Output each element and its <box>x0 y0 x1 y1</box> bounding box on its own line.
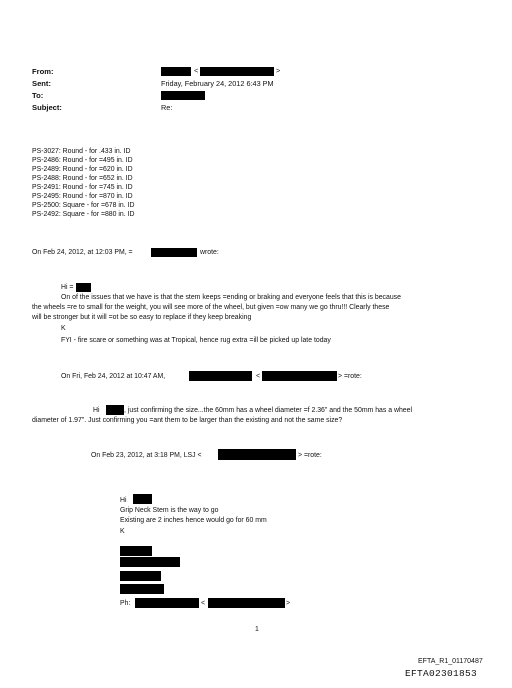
subject-value: Re: <box>161 103 173 112</box>
document-ref-small: EFTA_R1_01170487 <box>418 658 483 665</box>
quote3-rote: > =rote: <box>298 452 322 459</box>
quote3-line2: Existing are 2 inches hence would go for 60 mm <box>120 517 267 524</box>
part-line: PS-2492: Square - for =880 in. ID <box>32 211 135 218</box>
page-number: 1 <box>255 626 259 633</box>
quote2-rote: > =rote: <box>338 373 362 380</box>
redacted-sender-email <box>200 67 274 76</box>
redacted-signature-line <box>120 546 152 556</box>
part-line: PS-2500: Square - for =678 in. ID <box>32 202 135 209</box>
part-line: PS-2491: Round - for =745 in. ID <box>32 184 133 191</box>
sent-value: Friday, February 24, 2012 6:43 PM <box>161 79 274 88</box>
quote3-ph-label: Ph: <box>120 600 131 607</box>
quote1-fyi: FYI - fire scare or something was at Tropical, hence rug extra =ill be picked up late today <box>61 337 331 344</box>
redacted-phone-email <box>208 598 285 608</box>
sent-label: Sent: <box>32 79 51 88</box>
document-ref-big: EFTA02301853 <box>405 668 478 679</box>
quote2-line2: diameter of 1.97". Just confirming you =ant them to be larger than the existing and not the same size? <box>32 417 343 424</box>
quote1-intro: On Feb 24, 2012, at 12:03 PM, = <box>32 249 133 256</box>
redacted-quote2-sender-name <box>189 371 252 381</box>
redacted-quote3-greeting-name <box>133 494 152 504</box>
quote1-wrote: wrote: <box>200 249 219 256</box>
part-line: PS-2486: Round - for =495 in. ID <box>32 157 133 164</box>
phone-gt: > <box>286 600 291 607</box>
subject-label: Subject: <box>32 103 62 112</box>
quote1-line1: On of the issues that we have is that the stem keeps =ending or braking and everyone feels that this is because <box>61 294 401 301</box>
to-label: To: <box>32 91 44 100</box>
redacted-signature-line <box>120 584 164 594</box>
quote3-hi: Hi <box>120 497 127 504</box>
quote3-sign: K <box>120 528 125 535</box>
part-line: PS-2488: Round - for =652 in. ID <box>32 175 133 182</box>
quote1-greeting: Hi = <box>61 284 74 291</box>
redacted-phone <box>135 598 199 608</box>
redacted-quote2-sender-email <box>262 371 337 381</box>
quote1-sign: K <box>61 325 66 332</box>
redacted-signature-line <box>120 557 180 567</box>
redacted-signature-line <box>120 571 161 581</box>
quote3-line1: Grip Neck Stem is the way to go <box>120 507 219 514</box>
redacted-quote3-sender-email <box>218 449 296 460</box>
quote1-line3: will be stronger but it will =ot be so easy to replace if they keep breaking <box>32 314 252 321</box>
sender-gt: > <box>276 66 281 75</box>
quote3-intro: On Feb 23, 2012, at 3:18 PM, LSJ < <box>91 452 202 459</box>
redacted-quote1-greeting-name <box>76 283 91 292</box>
redacted-quote2-greeting-name <box>106 405 124 415</box>
sender-lt: < <box>194 66 199 75</box>
phone-lt: < <box>201 600 206 607</box>
quote2-lt: < <box>256 373 261 380</box>
redacted-sender-name <box>161 67 191 76</box>
part-line: PS-2495: Round - for =870 in. ID <box>32 193 133 200</box>
quote1-line2: the wheels =re to small for the weight, you will see more of the wheel, but given =ow many we go thru!!! Clearly these <box>32 304 390 311</box>
part-line: PS-2489: Round - for =620 in. ID <box>32 166 133 173</box>
quote2-intro: On Fri, Feb 24, 2012 at 10:47 AM, <box>61 373 166 380</box>
redacted-quote1-sender <box>151 248 197 257</box>
quote2-line1: , just confirming the size...the 60mm has a wheel diameter =f 2.36" and the 50mm has a wheel <box>124 407 412 414</box>
quote2-hi: Hi <box>93 407 100 414</box>
from-label: From: <box>32 67 54 76</box>
redacted-recipient <box>161 91 205 100</box>
part-line: PS-3027: Round - for .433 in. ID <box>32 148 131 155</box>
